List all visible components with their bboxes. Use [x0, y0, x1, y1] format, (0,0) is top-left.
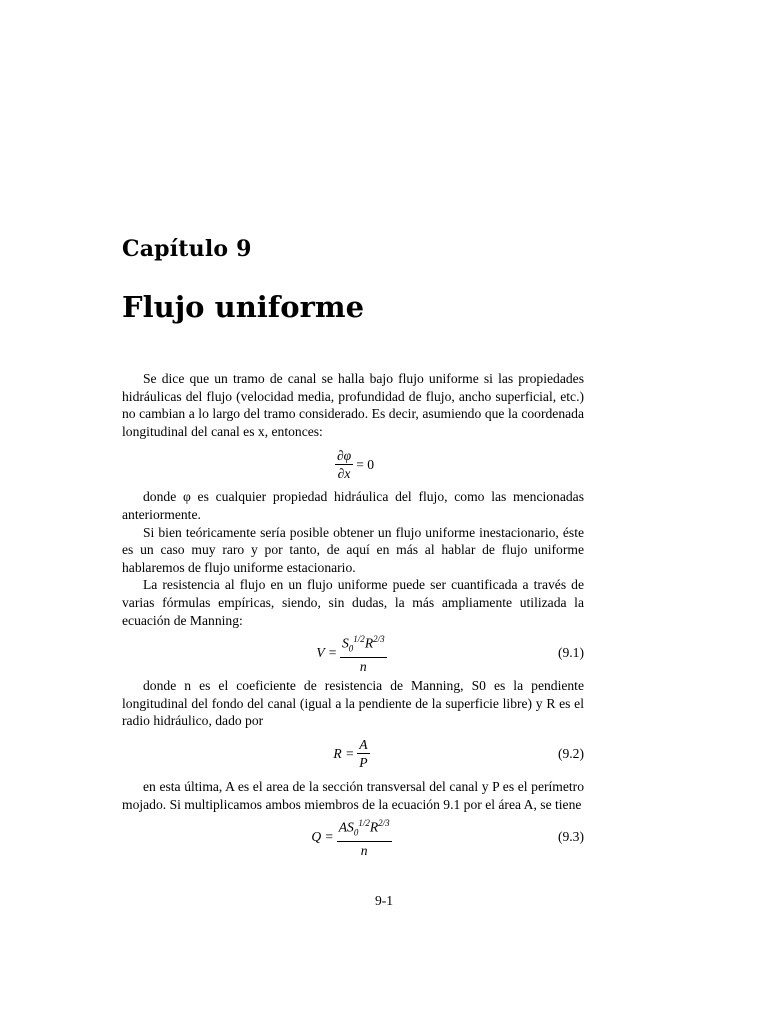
chapter-title: Flujo uniforme — [122, 290, 365, 324]
equation-9-1 — [122, 629, 584, 677]
eq1-numerator: $S_0^{1/2}R^{2/3}$ — [340, 632, 387, 658]
eq2-number: (9.2) — [557, 746, 584, 762]
paragraph-manning-terms: donde n es el coeficiente de resistencia de Manning, S0 es la pendiente longitudinal del fondo del canal (igual a la pendiente de la superficie libre) y R es el radio hidráulico, dado por — [122, 678, 584, 729]
eq2-denominator: P — [359, 755, 368, 771]
derivative-denominator: ∂x — [337, 465, 351, 481]
equation-derivative — [122, 440, 584, 488]
eq3-denominator: n — [360, 843, 368, 859]
paragraph-resistance: La resistencia al flujo en un flujo uniforme puede ser cuantificada a través de varias fórmulas empíricas, siendo, sin dudas, la más ampliamente utilizada la ecuación de Manning: — [122, 577, 584, 628]
eq3-number: (9.3) — [557, 829, 584, 845]
eq1-denominator: n — [359, 659, 367, 675]
eq2-numerator: A — [359, 737, 368, 753]
paragraph-unsteady: Si bien teóricamente sería posible obtener un flujo uniforme inestacionario, éste es un caso muy raro y por tanto, de aquí en más al hablar de flujo uniforme hablaremos de flujo uniforme estacionario. — [122, 524, 584, 575]
equation-9-2 — [122, 730, 584, 778]
eq1-number: (9.1) — [557, 645, 584, 661]
chapter-label: Capítulo 9 — [122, 236, 252, 262]
eq2-fraction — [357, 737, 369, 770]
eq3-fraction — [337, 816, 392, 858]
eq1-fraction — [340, 632, 387, 674]
eq2-lhs: R = — [333, 746, 355, 762]
page-number: 9-1 — [374, 893, 394, 908]
derivative-fraction — [335, 448, 353, 481]
equation-9-3 — [122, 813, 584, 861]
eq3-numerator: $AS_0^{1/2}R^{2/3}$ — [337, 816, 392, 842]
derivative-rhs: = 0 — [356, 456, 375, 472]
body-text — [122, 370, 584, 861]
paragraph-area: en esta última, A es el area de la sección transversal del canal y P es el perímetro mojado. Si multiplicamos ambos miembros de la ecuación 9.1 por el área A, se tiene — [122, 778, 584, 812]
eq1-lhs: V = — [316, 645, 337, 661]
eq3-lhs: Q = — [311, 829, 334, 845]
paragraph-intro: Se dice que un tramo de canal se halla bajo flujo uniforme si las propiedades hidráulicas del flujo (velocidad media, profundidad de flujo, ancho superficial, etc.) no cambian a lo largo del tramo considerado. Es decir, asumiendo que la coordenada longitudinal del canal es x, entonces: — [122, 371, 584, 439]
paragraph-phi: donde φ es cualquier propiedad hidráulica del flujo, como las mencionadas anteriormente. — [122, 489, 584, 522]
derivative-numerator: ∂φ — [336, 447, 352, 463]
